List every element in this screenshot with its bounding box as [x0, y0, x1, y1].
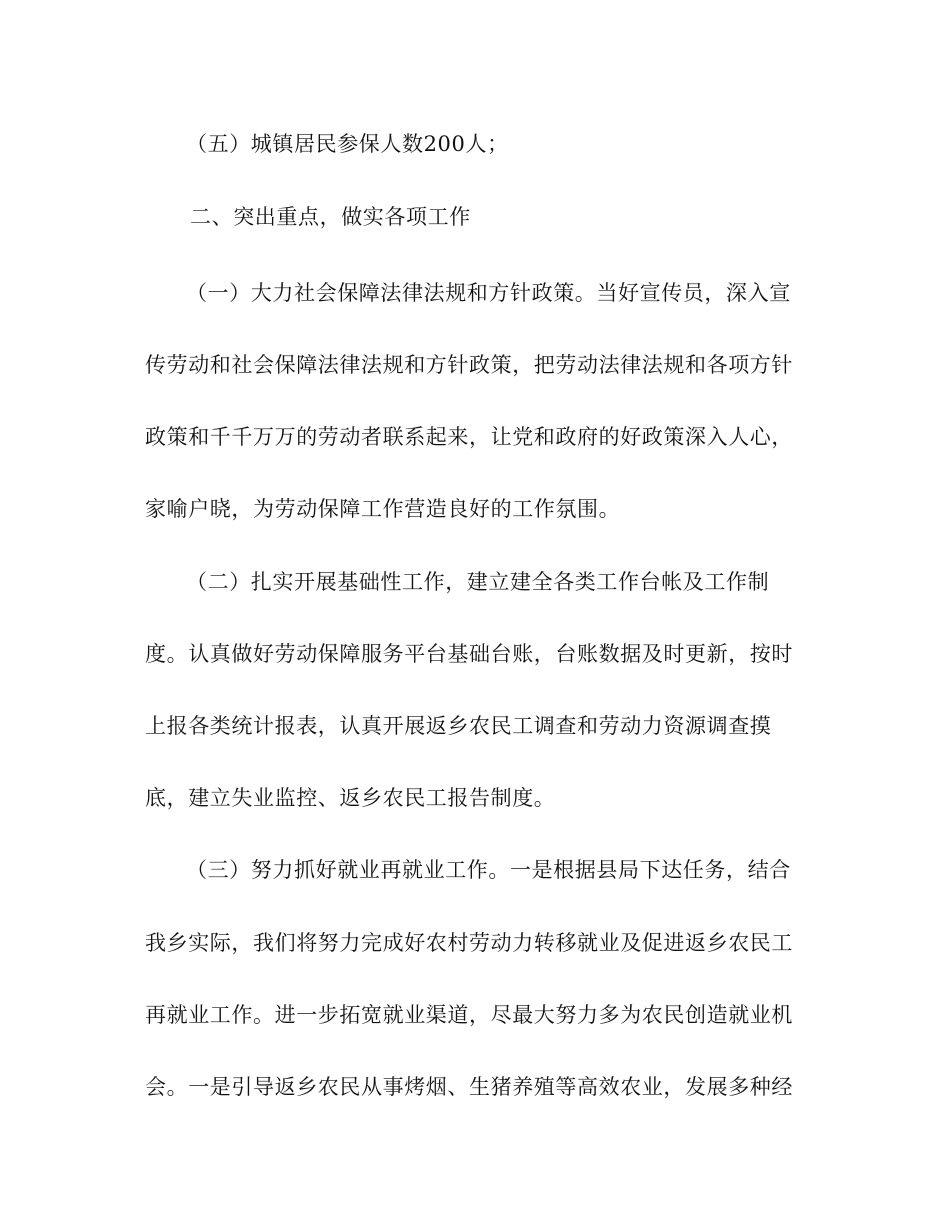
text-line: 我乡实际，我们将努力完成好农村劳动力转移就业及促进返乡农民工	[145, 931, 793, 955]
text-line: 底，建立失业监控、返乡农民工报告制度。	[145, 786, 556, 810]
text-line: （三）努力抓好就业再就业工作。一是根据县局下达任务，结合	[186, 858, 791, 882]
text-line: （一）大力社会保障法律法规和方针政策。当好宣传员，深入宣	[186, 281, 791, 305]
text-line: 会。一是引导返乡农民从事烤烟、生猪养殖等高效农业，发展多种经	[145, 1075, 793, 1099]
text-line: 传劳动和社会保障法律法规和方针政策，把劳动法律法规和各项方针	[145, 353, 793, 377]
text-line: 度。认真做好劳动保障服务平台基础台账，台账数据及时更新，按时	[145, 642, 793, 666]
section-heading: 二、突出重点，做实各项工作	[190, 205, 471, 229]
text-line: 再就业工作。进一步拓宽就业渠道，尽最大努力多为农民创造就业机	[145, 1003, 793, 1027]
text-line: （二）扎实开展基础性工作，建立建全各类工作台帐及工作制	[186, 570, 770, 594]
text-line: 家喻户晓，为劳动保障工作营造良好的工作氛围。	[145, 497, 621, 521]
text-line: 政策和千千万万的劳动者联系起来，让党和政府的好政策深入人心，	[145, 425, 793, 449]
text-line: （五）城镇居民参保人数200人；	[186, 132, 509, 156]
text-line: 上报各类统计报表，认真开展返乡农民工调查和劳动力资源调查摸	[145, 714, 772, 738]
